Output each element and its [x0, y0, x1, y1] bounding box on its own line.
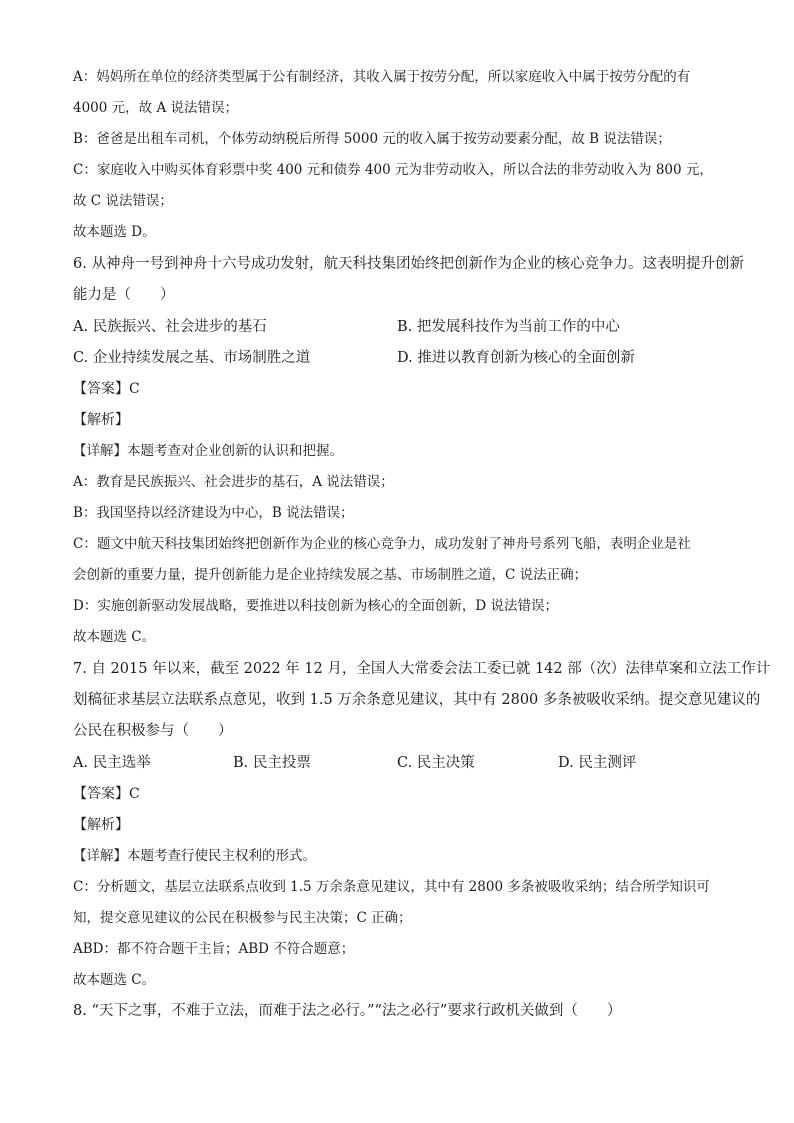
q7-conclusion: 故本题选 C。	[73, 972, 156, 988]
q5-conclusion: 故本题选 D。	[73, 224, 156, 240]
q6-option-c: C. 企业持续发展之基、市场制胜之道	[73, 350, 311, 366]
q6-option-a: A. 民族振兴、社会进步的基石	[73, 319, 267, 335]
q6-explanation-c-line2: 会创新的重要力量，提升创新能力是企业持续发展之基、市场制胜之道，C 说法正确；	[73, 567, 588, 583]
q7-explanation-c-line1: C：分析题文，基层立法联系点收到 1.5 万余条意见建议，其中有 2800 多条被吸收采纳；结合所学知识可	[73, 879, 710, 895]
q7-option-b: B. 民主投票	[233, 755, 311, 771]
q6-explanation-d: D：实施创新驱动发展战略，要推进以科技创新为核心的全面创新，D 说法错误；	[73, 598, 558, 614]
q7-answer: 【答案】C	[73, 786, 140, 802]
q6-explanation-c-line1: C：题文中航天科技集团始终把创新作为企业的核心竞争力，成功发射了神舟号系列飞船，表明企业是社	[73, 536, 691, 552]
q7-option-c: C. 民主决策	[397, 755, 475, 771]
q6-stem-line1: 6. 从神舟一号到神舟十六号成功发射，航天科技集团始终把创新作为企业的核心竞争力。这表明提升创新	[73, 256, 744, 272]
q6-detail: 【详解】本题考查对企业创新的认识和把握。	[73, 443, 343, 459]
q7-detail: 【详解】本题考查行使民主权利的形式。	[73, 848, 316, 864]
q7-analysis-heading: 【解析】	[73, 817, 129, 833]
q6-conclusion: 故本题选 C。	[73, 629, 156, 645]
q6-answer: 【答案】C	[73, 381, 140, 397]
q8-stem: 8. “天下之事，不难于立法，而难于法之必行。”“法之必行”要求行政机关做到（ ）	[73, 1003, 622, 1019]
q6-option-d: D. 推进以教育创新为核心的全面创新	[397, 350, 635, 366]
q7-explanation-c-line2: 知，提交意见建议的公民在积极参与民主决策；C 正确；	[73, 910, 412, 926]
q7-stem-line1: 7. 自 2015 年以来，截至 2022 年 12 月，全国人大常委会法工委已就 142 部（次）法律草案和立法工作计	[73, 661, 771, 677]
q6-option-b: B. 把发展科技作为当前工作的中心	[397, 319, 620, 335]
q6-stem-line2: 能力是（ ）	[73, 287, 175, 303]
q5-explanation-a-line2: 4000 元，故 A 说法错误；	[73, 100, 238, 116]
q7-explanation-abd: ABD：都不符合题干主旨；ABD 不符合题意；	[73, 941, 355, 957]
q5-explanation-a-line1: A：妈妈所在单位的经济类型属于公有制经济，其收入属于按劳分配，所以家庭收入中属于按劳分配的有	[73, 69, 691, 85]
q6-explanation-b: B：我国坚持以经济建设为中心，B 说法错误；	[73, 505, 354, 521]
q6-explanation-a: A：教育是民族振兴、社会进步的基石，A 说法错误；	[73, 474, 394, 490]
q5-explanation-c-line1: C：家庭收入中购买体育彩票中奖 400 元和债券 400 元为非劳动收入，所以合法的非劳动收入为 800 元，	[73, 162, 713, 178]
q6-analysis-heading: 【解析】	[73, 412, 129, 428]
q5-explanation-b: B：爸爸是出租车司机，个体劳动纳税后所得 5000 元的收入属于按劳动要素分配，故 B 说法错误；	[73, 131, 671, 147]
q5-explanation-c-line2: 故 C 说法错误；	[73, 193, 173, 209]
q7-option-a: A. 民主选举	[73, 755, 151, 771]
q7-option-d: D. 民主测评	[558, 755, 637, 771]
q7-stem-line2: 划稿征求基层立法联系点意见，收到 1.5 万余条意见建议，其中有 2800 多条被吸收采纳。提交意见建议的	[73, 692, 761, 708]
q7-stem-line3: 公民在积极参与（ ）	[73, 723, 233, 739]
